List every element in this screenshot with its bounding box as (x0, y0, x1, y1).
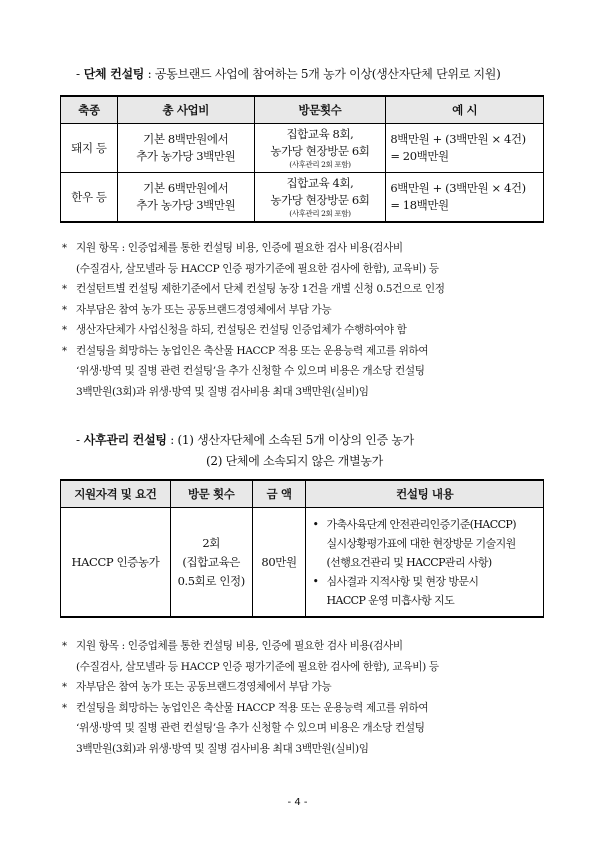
note-item (60, 677, 544, 698)
content-line: (선행요건관리 및 HACCP관리 사항) (326, 555, 492, 569)
animal-cell: 한우 등 (61, 173, 118, 223)
note-line: 컨설턴트별 컨설팅 제한기준에서 단체 컨설팅 농장 1건을 개별 신청 0.5건으로 인정 (76, 283, 445, 295)
note-item (60, 300, 544, 321)
section-description: : (1) 생산자단체에 소속된 5개 이상의 인증 농가 (166, 433, 414, 447)
visit-line: 0.5회로 인정) (177, 573, 245, 588)
header-example: 예 시 (386, 96, 544, 124)
group-consulting-table (60, 95, 544, 223)
list-item (308, 572, 543, 610)
content-line: HACCP 운영 미흡사항 지도 (326, 593, 455, 607)
cost-cell (117, 173, 254, 223)
content-line: 가축사육단계 안전관리인증기준(HACCP) (326, 517, 516, 531)
header-content: 컨설팅 내용 (306, 480, 544, 508)
note-line: 컨설팅을 희망하는 농업인은 축산물 HACCP 적용 또는 운용능력 제고를 위하여 (76, 344, 429, 357)
cost-line: 기본 6백만원에서 (143, 181, 229, 195)
content-line: 실시상황평가표에 대한 현장방문 기술지원 (326, 536, 516, 550)
note-continuation: (수질검사, 살모넬라 등 HACCP 인증 평가기준에 필요한 검사에 한함), 교육비) 등 (76, 262, 439, 275)
example-line: = 20백만원 (390, 149, 449, 163)
example-line: 6백만원 + (3백만원 × 4건) (390, 181, 526, 195)
note-item (60, 279, 544, 300)
note-item (60, 238, 544, 259)
visit-line: 집합교육 8회, (286, 127, 354, 141)
note-continuation: 3백만원(3회)과 위생·방역 및 질병 검사비용 최대 3백만원(실비)임 (76, 385, 369, 398)
section-title: 단체 컨설팅 (83, 67, 145, 81)
content-cell (306, 508, 544, 618)
note-line: 생산자단체가 사업신청을 하되, 컨설팅은 컨설팅 인증업체가 수행하여야 함 (76, 324, 407, 336)
note-continuation: 3백만원(3회)과 위생·방역 및 질병 검사비용 최대 3백만원(실비)임 (76, 742, 369, 755)
header-amount: 금 액 (252, 480, 306, 508)
header-animal: 축종 (61, 96, 118, 124)
qualification-cell: HACCP 인증농가 (61, 508, 171, 618)
group-consulting-notes (60, 238, 544, 402)
table-header-row (61, 480, 544, 508)
example-line: = 18백만원 (390, 198, 449, 212)
table-row (61, 508, 544, 618)
visit-line: 집합교육 4회, (286, 176, 354, 190)
note-continuation: (수질검사, 살모넬라 등 HACCP 인증 평가기준에 필요한 검사에 한함), 교육비) 등 (76, 660, 439, 673)
heading-dash: - (76, 433, 80, 447)
followup-consulting-table (60, 479, 544, 618)
amount-cell: 80만원 (252, 508, 306, 618)
visit-note: (사후관리 2회 포함) (289, 209, 351, 218)
section-title: 사후관리 컨설팅 (83, 433, 167, 447)
table-header-row (61, 96, 544, 124)
note-continuation: ‘위생·방역 및 질병 관련 컨설팅’을 추가 신청할 수 있으며 비용은 개소당 컨설팅 (76, 365, 425, 377)
table-row (61, 124, 544, 173)
note-item (60, 320, 544, 341)
list-item (308, 515, 543, 572)
header-visit-count: 방문 횟수 (170, 480, 252, 508)
note-item (60, 698, 544, 719)
page-number: - 4 - (287, 797, 308, 808)
cost-line: 추가 농가당 3백만원 (136, 149, 236, 163)
visit-count-cell (170, 508, 252, 618)
header-visits: 방문횟수 (254, 96, 386, 124)
section-group-consulting-heading (76, 66, 500, 82)
section-description-line2: (2) 단체에 소속되지 않은 개별농가 (206, 454, 383, 468)
example-cell (386, 173, 544, 223)
note-line: 지원 항목 : 인증업체를 통한 컨설팅 비용, 인증에 필요한 검사 비용(검사비 (76, 242, 403, 254)
visit-line: 농가당 현장방문 6회 (270, 144, 370, 158)
header-total-cost: 총 사업비 (117, 96, 254, 124)
note-item (60, 636, 544, 657)
cost-line: 기본 8백만원에서 (143, 132, 229, 146)
example-cell (386, 124, 544, 173)
cost-line: 추가 농가당 3백만원 (136, 198, 236, 212)
followup-consulting-notes (60, 636, 544, 759)
note-line: 자부담은 참여 농가 또는 공동브랜드경영체에서 부담 가능 (76, 681, 332, 693)
heading-dash: - (76, 67, 80, 81)
visit-line: 2회 (202, 535, 221, 550)
section-followup-consulting-heading (76, 432, 414, 448)
note-line: 지원 항목 : 인증업체를 통한 컨설팅 비용, 인증에 필요한 검사 비용(검사비 (76, 640, 403, 652)
section-description: : 공동브랜드 사업에 참여하는 5개 농가 이상(생산자단체 단위로 지원) (144, 67, 501, 81)
visit-line: (집합교육은 (182, 554, 241, 569)
animal-cell: 돼지 등 (61, 124, 118, 173)
content-line: 심사결과 지적사항 및 현장 방문시 (326, 574, 479, 588)
visit-line: 농가당 현장방문 6회 (270, 193, 370, 207)
note-item (60, 341, 544, 362)
table-row (61, 173, 544, 223)
header-qualification: 지원자격 및 요건 (61, 480, 171, 508)
note-line: 컨설팅을 희망하는 농업인은 축산물 HACCP 적용 또는 운용능력 제고를 위하여 (76, 701, 429, 714)
note-continuation: ‘위생·방역 및 질병 관련 컨설팅’을 추가 신청할 수 있으며 비용은 개소당 컨설팅 (76, 722, 425, 734)
example-line: 8백만원 + (3백만원 × 4건) (390, 132, 526, 146)
note-line: 자부담은 참여 농가 또는 공동브랜드경영체에서 부담 가능 (76, 303, 332, 316)
content-list (306, 515, 543, 610)
visit-note: (사후관리 2회 포함) (289, 160, 351, 169)
visits-cell (254, 124, 386, 173)
visits-cell (254, 173, 386, 223)
cost-cell (117, 124, 254, 173)
